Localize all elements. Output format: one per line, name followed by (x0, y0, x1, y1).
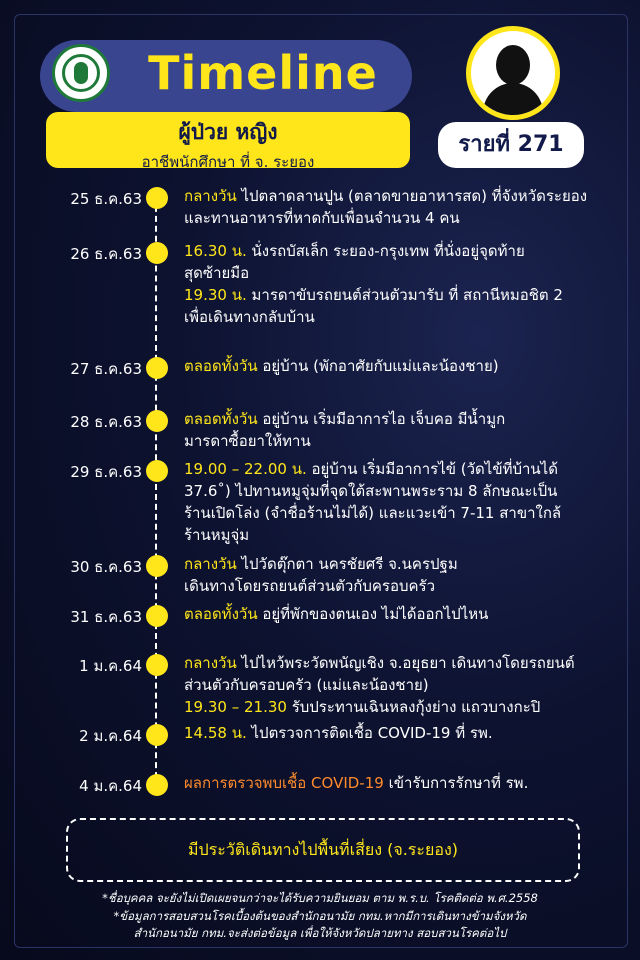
timeline-date: 31 ธ.ค.63 (70, 608, 142, 626)
timeline-detail: ไปวัดตุ๊กตา นครชัยศรี จ.นครปฐม (236, 555, 458, 573)
risk-note: มีประวัติเดินทางไปพื้นที่เสี่ยง (จ.ระยอง) (66, 818, 580, 882)
timeline-line-text (184, 674, 624, 696)
timeline-detail: และทานอาหารที่หาดกับเพื่อนจำนวน 4 คน (184, 209, 460, 227)
timeline-time-highlight: 19.00 – 22.00 น. (184, 460, 307, 478)
timeline-detail: มารดาขับรถยนต์ส่วนตัวมารับ ที่ สถานีหมอชิต 2 (246, 286, 563, 304)
patient-name: ผู้ป่วย หญิง (178, 120, 278, 144)
timeline-line-text (184, 502, 624, 524)
timeline-line-text (184, 722, 624, 744)
timeline-time-highlight: ตลอดทั้งวัน (184, 605, 258, 623)
timeline-date: 1 ม.ค.64 (79, 657, 142, 675)
timeline-line-text (184, 575, 624, 597)
timeline-line-text (184, 185, 624, 207)
timeline-dot (146, 555, 168, 577)
timeline-line-text (184, 430, 624, 452)
timeline-result-highlight: ผลการตรวจพบเชื้อ COVID-19 (184, 774, 384, 792)
timeline-time-highlight: 19.30 – 21.30 (184, 698, 287, 716)
bangkok-seal-logo (52, 44, 110, 102)
timeline-detail: นั่งรถบัสเล็ก ระยอง-กรุงเทพ ที่นั่งอยู่จุดท้าย (246, 242, 525, 260)
timeline-detail: เข้ารับการรักษาที่ รพ. (383, 774, 529, 792)
timeline-time-highlight: กลางวัน (184, 187, 237, 205)
case-number-badge: รายที่ 271 (438, 122, 584, 168)
timeline-dot (146, 242, 168, 264)
timeline-detail: อยู่บ้าน เริ่มมีอาการไอ เจ็บคอ มีน้ำมูก (257, 410, 506, 428)
timeline-time-highlight: 16.30 น. (184, 242, 247, 260)
timeline-time-highlight: 19.30 น. (184, 286, 247, 304)
timeline-detail: มารดาซื้อยาให้ทาน (184, 432, 311, 450)
timeline-line-text (184, 696, 624, 718)
timeline-description (184, 458, 624, 546)
timeline-description (184, 772, 624, 794)
page-title: Timeline (148, 46, 378, 100)
timeline-time-highlight: กลางวัน (184, 555, 237, 573)
timeline-detail: อยู่บ้าน เริ่มมีอาการไข้ (วัดไข้ที่บ้านได้ (306, 460, 558, 478)
timeline-line-text (184, 652, 624, 674)
timeline-detail: อยู่ที่พักของตนเอง ไม่ได้ออกไปไหน (257, 605, 489, 623)
footer-note-2: *ข้อมูลการสอบสวนโรคเบื้องต้นของสำนักอนามัย กทม.หากมีการเดินทางข้ามจังหวัด (113, 909, 527, 923)
timeline-detail: ส่วนตัวกับครอบครัว (แม่และน้องชาย) (184, 676, 429, 694)
timeline-date: 29 ธ.ค.63 (70, 463, 142, 481)
timeline-detail: ไปไหว้พระวัดพนัญเชิง จ.อยุธยา เดินทางโดยรถยนต์ (236, 654, 575, 672)
timeline-description (184, 355, 624, 377)
timeline-dot (146, 774, 168, 796)
timeline-description (184, 240, 624, 328)
timeline-description (184, 553, 624, 597)
footer-note-1: *ชื่อบุคคล จะยังไม่เปิดเผยจนกว่าจะได้รับความยินยอม ตาม พ.ร.บ. โรคติดต่อ พ.ศ.2558 (102, 891, 538, 905)
person-silhouette-icon (466, 26, 560, 120)
timeline-line-text (184, 207, 624, 229)
timeline-date: 25 ธ.ค.63 (70, 190, 142, 208)
patient-occupation: อาชีพนักศึกษา ที่ จ. ระยอง (141, 153, 315, 171)
timeline-time-highlight: ตลอดทั้งวัน (184, 357, 258, 375)
timeline-dot (146, 654, 168, 676)
timeline-line-text (184, 458, 624, 480)
timeline-detail: 37.6˚) ไปทานหมูจุ่มที่จุดใต้สะพานพระราม 8 ลักษณะเป็น (184, 482, 558, 500)
timeline-time-highlight: 14.58 น. (184, 724, 247, 742)
patient-info-box (46, 112, 410, 171)
timeline-date: 26 ธ.ค.63 (70, 245, 142, 263)
timeline-dot (146, 357, 168, 379)
timeline-line-text (184, 603, 624, 625)
timeline-dot (146, 460, 168, 482)
timeline-dot (146, 187, 168, 209)
timeline-description (184, 185, 624, 229)
timeline-detail: ไปตรวจการติดเชื้อ COVID-19 ที่ รพ. (246, 724, 493, 742)
timeline-date: 30 ธ.ค.63 (70, 558, 142, 576)
timeline-time-highlight: กลางวัน (184, 654, 237, 672)
timeline-date: 4 ม.ค.64 (79, 777, 142, 795)
timeline-detail: เดินทางโดยรถยนต์ส่วนตัวกับครอบครัว (184, 577, 436, 595)
timeline-line-text (184, 480, 624, 502)
timeline-description (184, 603, 624, 625)
timeline-detail: เพื่อเดินทางกลับบ้าน (184, 308, 315, 326)
timeline-line-text (184, 355, 624, 377)
timeline-line (155, 196, 159, 788)
timeline-detail: ร้านเปิดโล่ง (จำชื่อร้านไม่ได้) และแวะเข้า 7-11 สาขาใกล้ (184, 504, 562, 522)
timeline-date: 27 ธ.ค.63 (70, 360, 142, 378)
timeline-line-text (184, 240, 624, 262)
timeline-detail: รับประทานเฉินหลงกุ้งย่าง แถวบางกะปิ (286, 698, 541, 716)
timeline-date: 28 ธ.ค.63 (70, 413, 142, 431)
timeline-line-text (184, 262, 624, 284)
timeline-detail: ไปตลาดลานปูน (ตลาดขายอาหารสด) ที่จังหวัดระยอง (236, 187, 588, 205)
timeline-dot (146, 410, 168, 432)
footer-note-3: สำนักอนามัย กทม.จะส่งต่อข้อมูล เพื่อให้จังหวัดปลายทาง สอบสวนโรคต่อไป (133, 926, 507, 940)
timeline-dot (146, 724, 168, 746)
timeline-description (184, 408, 624, 452)
timeline-time-highlight: ตลอดทั้งวัน (184, 410, 258, 428)
timeline-detail: สุดซ้ายมือ (184, 264, 250, 282)
timeline-description (184, 652, 624, 718)
timeline-line-text (184, 772, 624, 794)
timeline-date: 2 ม.ค.64 (79, 727, 142, 745)
timeline-line-text (184, 408, 624, 430)
timeline-line-text (184, 524, 624, 546)
timeline-line-text (184, 306, 624, 328)
timeline-line-text (184, 284, 624, 306)
timeline-dot (146, 605, 168, 627)
timeline-description (184, 722, 624, 744)
timeline-line-text (184, 553, 624, 575)
timeline-detail: ร้านหมูจุ่ม (184, 526, 250, 544)
timeline-detail: อยู่บ้าน (พักอาศัยกับแม่และน้องชาย) (257, 357, 499, 375)
